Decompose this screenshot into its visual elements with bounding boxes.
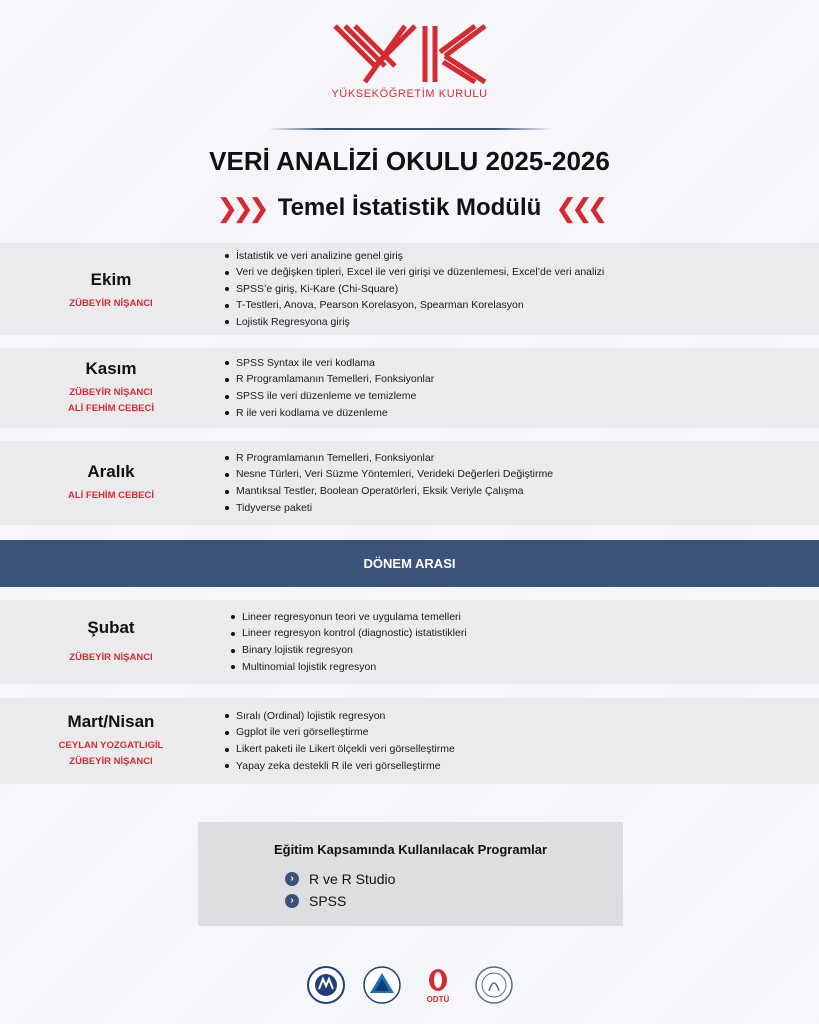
instructor-name: ALİ FEHİM CEBECİ [67,403,155,414]
instructor-name: ZÜBEYİR NİŞANCI [69,387,153,398]
instructor-name: ALİ FEHİM CEBECİ [67,490,155,501]
topic-item: Sıralı (Ordinal) lojistik regresyon [222,708,455,725]
partner-logos [0,965,819,1005]
programs-box [198,822,623,926]
row-left [0,698,222,784]
topic-item: Lineer regresyon kontrol (diagnostic) istatistikleri [228,625,467,642]
topic-item: Lineer regresyonun teori ve uygulama temelleri [228,609,467,626]
month-label: Mart/Nisan [67,712,155,731]
row-left [0,348,222,428]
instructor-name: ZÜBEYİR NİŞANCI [69,652,153,663]
topic-item: Mantıksal Testler, Boolean Operatörleri, Eksik Veriyle Çalışma [222,483,553,500]
topic-list [222,348,434,428]
row-left [0,243,222,335]
yok-logo-mark-icon [325,22,495,86]
chevron-circle-icon: › [285,872,299,886]
yok-logo [0,22,819,100]
program-label: R ve R Studio [309,871,396,887]
istanbul-university-seal-icon [474,965,514,1005]
topic-item: Veri ve değişken tipleri, Excel ile veri girişi ve düzenlemesi, Excel’de veri analizi [222,264,604,281]
topic-list [222,243,604,335]
topic-item: Yapay zeka destekli R ile veri görselleştirme [222,758,455,775]
topic-list [228,600,467,684]
instructor-name: CEYLAN YOZGATLIGİL [58,740,164,751]
topic-item: R Programlamanın Temelleri, Fonksiyonlar [222,450,553,467]
term-break-banner: DÖNEM ARASI [0,540,819,587]
programs-list [285,868,395,912]
schedule-row-subat [0,600,819,684]
topic-item: İstatistik ve veri analizine genel giriş [222,248,604,265]
program-label: SPSS [309,893,347,909]
schedule-row-aralik [0,441,819,525]
topic-item: Binary lojistik regresyon [228,642,467,659]
topic-item: Nesne Türleri, Veri Süzme Yöntemleri, Verideki Değerleri Değiştirme [222,466,553,483]
topic-item: R ile veri kodlama ve düzenleme [222,405,434,422]
instructor-name: ZÜBEYİR NİŞANCI [69,298,153,309]
month-label: Aralık [87,462,135,481]
sakarya-university-seal-icon [362,965,402,1005]
schedule-row-ekim [0,243,819,335]
topic-item: Lojistik Regresyona giriş [222,314,604,331]
marmara-university-seal-icon [306,965,346,1005]
topic-item: T-Testleri, Anova, Pearson Korelasyon, Spearman Korelasyon [222,297,604,314]
programs-title: Eğitim Kapsamında Kullanılacak Programlar [273,842,548,857]
topic-item: Multinomial lojistik regresyon [228,659,467,676]
logo-caption: YÜKSEKÖĞRETİM KURULU [331,88,488,100]
program-item [285,868,395,890]
row-left [0,441,222,525]
topic-item: Ggplot ile veri görselleştirme [222,724,455,741]
header-divider [268,128,552,130]
topic-item: SPSS’e giriş, Ki-Kare (Chi-Square) [222,281,604,298]
row-left [0,600,222,684]
subtitle-row [0,194,819,222]
chevron-right-icon: ❯❯❯ [216,193,264,223]
topic-list [222,698,455,784]
chevron-left-icon: ❮❮❮ [555,193,603,223]
program-item [285,890,395,912]
page-title: VERİ ANALİZİ OKULU 2025-2026 [209,146,610,176]
schedule-row-kasim [0,348,819,428]
page-subtitle: Temel İstatistik Modülü [277,194,542,221]
month-label: Kasım [85,359,137,378]
odtu-label: ODTÜ [426,995,449,1004]
topic-item: R Programlamanın Temelleri, Fonksiyonlar [222,371,434,388]
topic-item: Tidyverse paketi [222,500,553,517]
month-label: Şubat [87,618,135,637]
schedule-row-mart-nisan [0,698,819,784]
chevron-circle-icon: › [285,894,299,908]
topic-item: SPSS ile veri düzenleme ve temizleme [222,388,434,405]
instructor-name: ZÜBEYİR NİŞANCI [69,756,153,767]
topic-item: Likert paketi ile Likert ölçekli veri görselleştirme [222,741,455,758]
month-label: Ekim [90,270,132,289]
odtu-logo-icon [418,965,458,1005]
topic-item: SPSS Syntax ile veri kodlama [222,355,434,372]
topic-list [222,441,553,525]
